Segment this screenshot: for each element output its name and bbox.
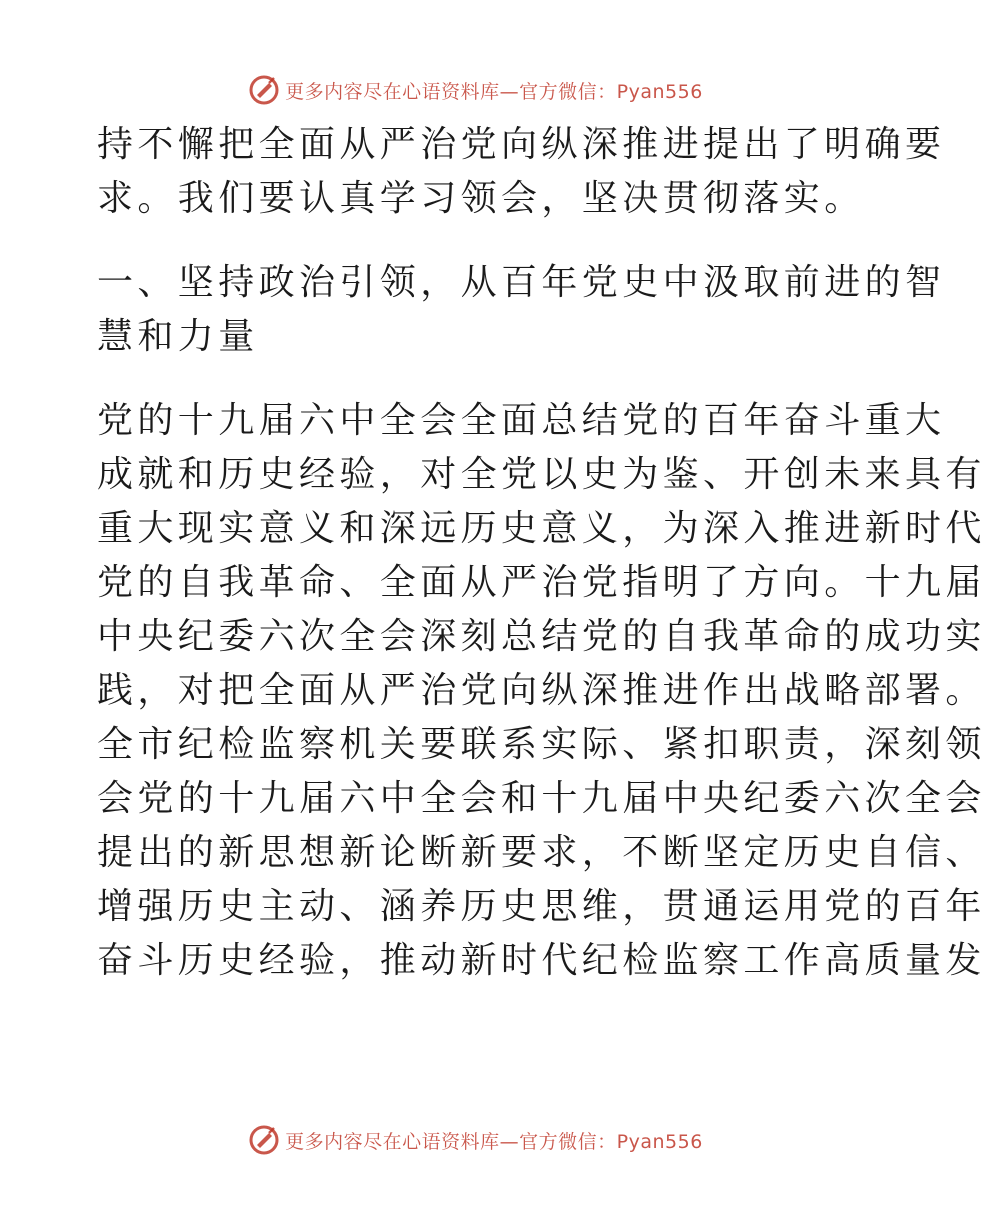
- text-line: 奋斗历史经验，推动新时代纪检监察工作高质量发: [97, 940, 986, 981]
- text-line: 党的十九届六中全会全面总结党的百年奋斗重大: [97, 400, 946, 441]
- text-line: 重大现实意义和深远历史意义，为深入推进新时代: [97, 508, 986, 549]
- text-line: 践，对把全面从严治党向纵深推进作出战略部署。: [97, 670, 986, 711]
- seal-logo-icon: [247, 73, 281, 107]
- text-line: 求。我们要认真学习领会，坚决贯彻落实。: [97, 178, 865, 219]
- seal-logo-icon: [247, 1123, 281, 1157]
- document-body: [97, 118, 986, 988]
- paragraph-body: [97, 394, 986, 988]
- text-line: 会党的十九届六中全会和十九届中央纪委六次全会: [97, 778, 986, 819]
- footer-watermark: [0, 1120, 950, 1160]
- paragraph-intro: [97, 118, 946, 226]
- text-line: 一、坚持政治引领，从百年党史中汲取前进的智: [97, 262, 946, 303]
- watermark-text: 更多内容尽在心语资料库—官方微信：Pyan556: [285, 80, 703, 103]
- text-line: 持不懈把全面从严治党向纵深推进提出了明确要: [97, 124, 946, 165]
- header-watermark: [0, 70, 950, 110]
- watermark-text: 更多内容尽在心语资料库—官方微信：Pyan556: [285, 1130, 703, 1153]
- text-line: 慧和力量: [97, 316, 259, 357]
- text-line: 增强历史主动、涵养历史思维，贯通运用党的百年: [97, 886, 986, 927]
- text-line: 成就和历史经验，对全党以史为鉴、开创未来具有: [97, 454, 986, 495]
- text-line: 党的自我革命、全面从严治党指明了方向。十九届: [97, 562, 986, 603]
- section-heading: [97, 256, 946, 364]
- text-line: 中央纪委六次全会深刻总结党的自我革命的成功实: [97, 616, 986, 657]
- text-line: 全市纪检监察机关要联系实际、紧扣职责，深刻领: [97, 724, 986, 765]
- text-line: 提出的新思想新论断新要求，不断坚定历史自信、: [97, 832, 986, 873]
